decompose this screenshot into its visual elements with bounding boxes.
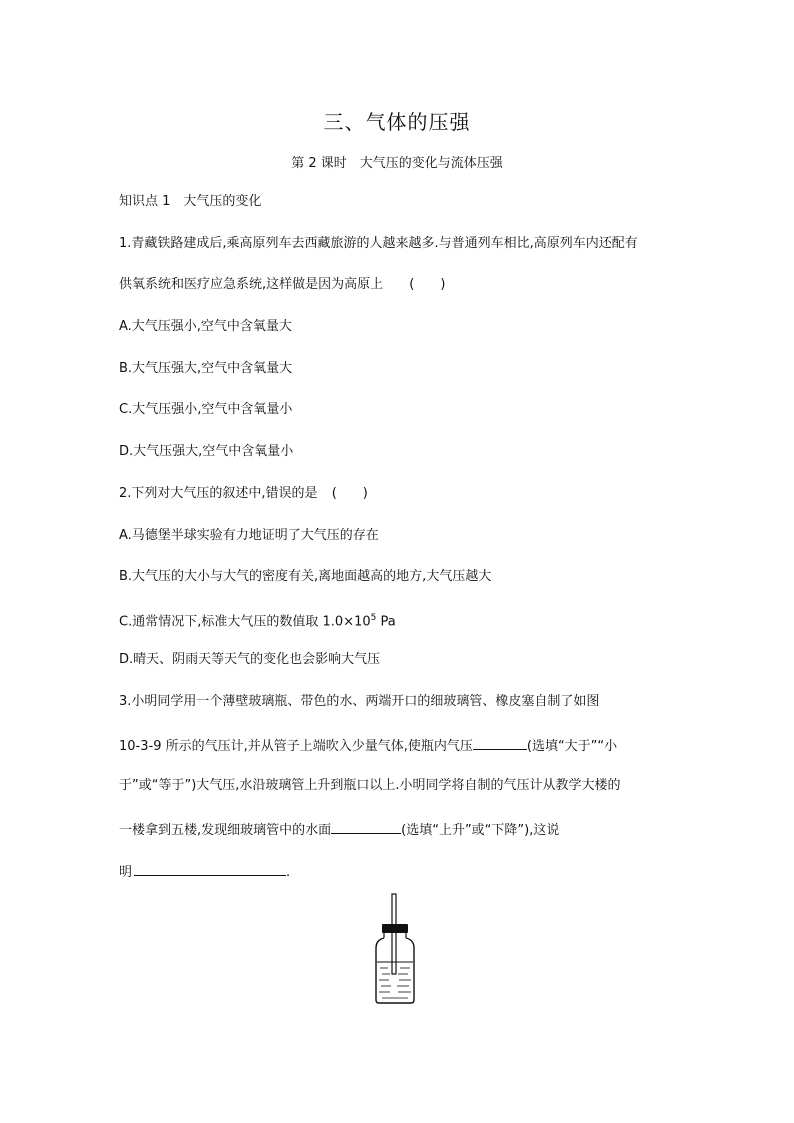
- q2-option-c[interactable]: [119, 609, 699, 631]
- q3-blank-1[interactable]: [473, 735, 527, 750]
- q3-text-d: (选填“上升”或“下降”),这说: [401, 823, 560, 838]
- unit-pa: Pa: [376, 614, 396, 630]
- power-base: 10: [354, 614, 371, 630]
- q3-text-f: .: [286, 865, 291, 880]
- q3-text-b: (选填“大于”“小: [526, 739, 618, 754]
- page-title: 三、气体的压强: [323, 110, 471, 134]
- q1-option-d[interactable]: D.大气压强大,空气中含氧量小: [119, 444, 294, 459]
- q2-option-c-text: C.通常情况下,标准大气压的数值取 1.0: [119, 614, 344, 630]
- q2-option-b[interactable]: B.大气压的大小与大气的密度有关,离地面越高的地方,大气压越大: [119, 569, 492, 584]
- times-sign: ×: [343, 614, 355, 630]
- q3-stem-line3: 于”或“等于”)大气压,水沿玻璃管上升到瓶口以上.小明同学将自制的气压计从教学大楼的: [119, 778, 621, 793]
- q3-stem-line1: 3.小明同学用一个薄壁玻璃瓶、带色的水、两端开口的细玻璃管、橡皮塞自制了如图: [119, 694, 600, 709]
- q2-answer-paren[interactable]: ( ): [331, 486, 368, 501]
- power-exponent: 5: [370, 613, 377, 623]
- q2-stem-text: 2.下列对大气压的叙述中,错误的是: [119, 486, 318, 501]
- q3-blank-3[interactable]: [134, 861, 286, 876]
- q2-option-a[interactable]: A.马德堡半球实验有力地证明了大气压的存在: [119, 528, 379, 543]
- q1-stem-line1: 1.青藏铁路建成后,乘高原列车去西藏旅游的人越来越多.与普通列车相比,高原列车内还配有: [119, 236, 638, 251]
- q2-option-d[interactable]: D.晴天、阴雨天等天气的变化也会影响大气压: [119, 652, 381, 667]
- bottle-body: [376, 938, 414, 1003]
- water-hatching: [379, 968, 411, 998]
- bottle-neck: [384, 933, 406, 938]
- barometer-bottle-figure: [360, 890, 430, 1008]
- q3-stem-line4: [119, 819, 699, 840]
- q1-option-b[interactable]: B.大气压强大,空气中含氧量大: [119, 361, 293, 376]
- q3-stem-line5: [119, 861, 699, 882]
- q1-stem-line2: [119, 276, 699, 294]
- q1-answer-paren[interactable]: ( ): [409, 277, 446, 292]
- q1-option-a[interactable]: A.大气压强小,空气中含氧量大: [119, 319, 292, 334]
- q3-stem-line2: [119, 735, 699, 756]
- q3-text-c: 一楼拿到五楼,发现细玻璃管中的水面: [119, 823, 332, 838]
- q2-stem: [119, 485, 699, 503]
- knowledge-point-heading: 知识点 1 大气压的变化: [119, 194, 262, 209]
- q1-option-c[interactable]: C.大气压强小,空气中含氧量小: [119, 402, 293, 417]
- q1-stem-text: 供氧系统和医疗应急系统,这样做是因为高原上: [119, 277, 384, 292]
- q3-text-a: 10-3-9 所示的气压计,并从管子上端吹入少量气体,使瓶内气压: [119, 739, 473, 754]
- lesson-subtitle: 第 2 课时 大气压的变化与流体压强: [291, 156, 503, 171]
- rubber-stopper: [382, 924, 408, 933]
- q3-text-e: 明: [119, 865, 133, 880]
- q3-blank-2[interactable]: [331, 819, 401, 834]
